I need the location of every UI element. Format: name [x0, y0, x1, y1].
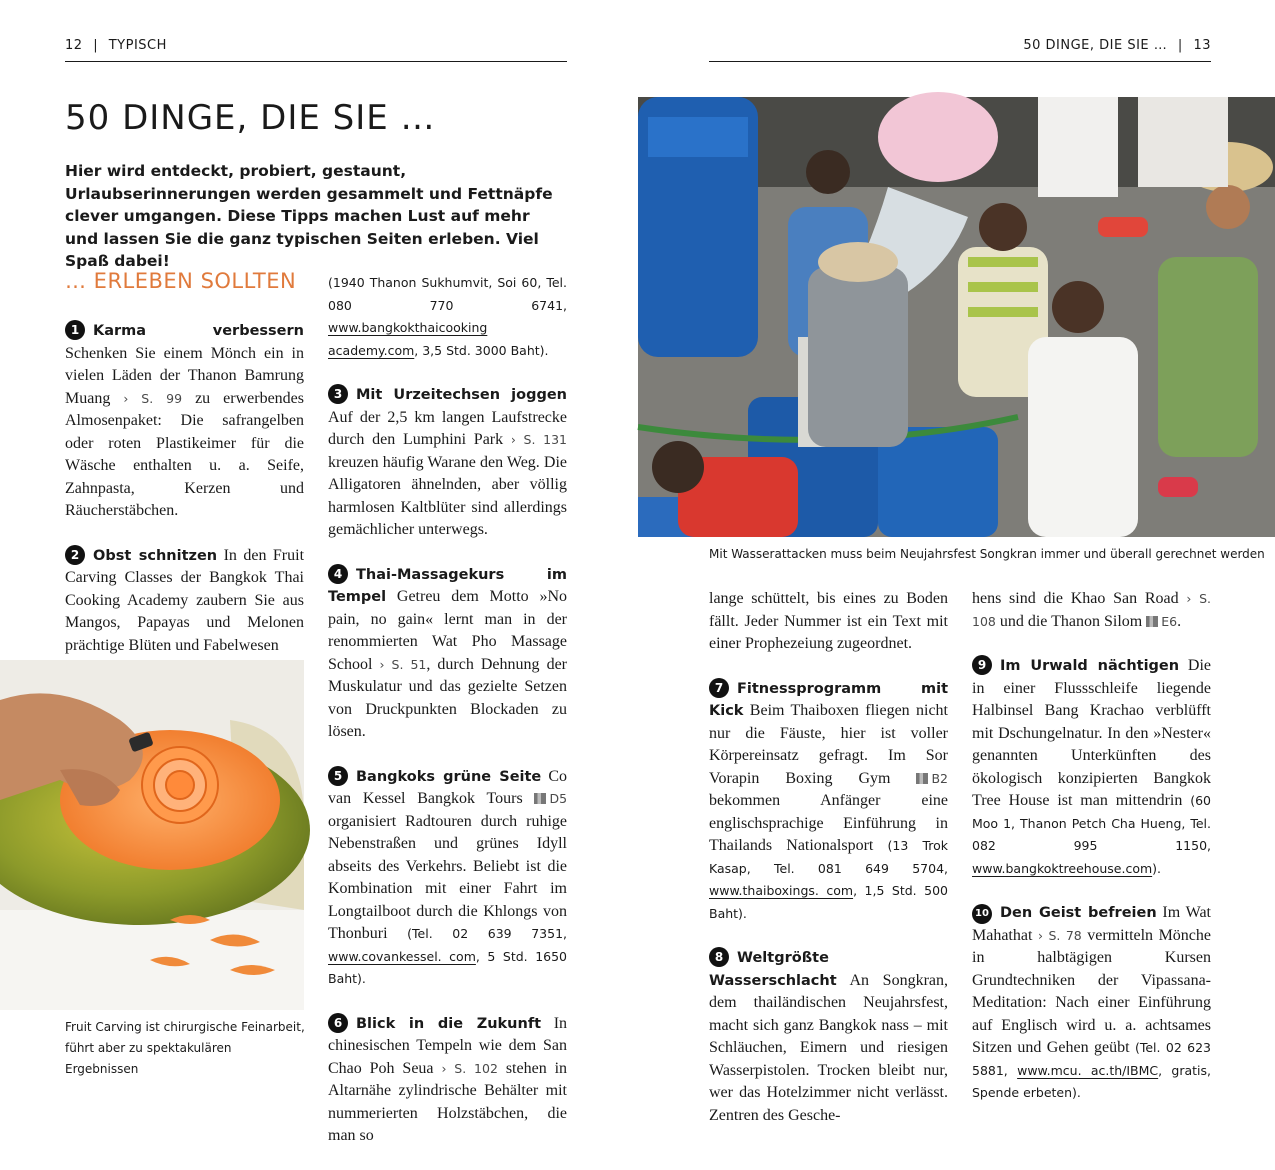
item-info: (13 Trok Kasap, Tel. 081 649 5704,	[709, 838, 949, 876]
item-text: Im Wat Mahathat	[972, 904, 1211, 944]
item-6-continued	[709, 588, 948, 656]
header-separator: |	[93, 38, 99, 53]
page-reference: › S. 99	[123, 390, 183, 406]
item-text: organisiert Radtouren durch ruhige Nebenstraßen und grünes Idyll abseits des Verkehrs. Beliebt ist die Kombination mit einer Fahrt im Longtailboot durch die Khlongs von Thonburi	[328, 812, 567, 942]
website-link[interactable]: www.thaiboxings. com	[709, 883, 854, 898]
item-text: stehen in Altarnähe zylindrische Behälter mit nummerierten Holzstäbchen, die man so	[328, 1059, 568, 1144]
item-text: In den Fruit Carving Classes der Bangkok Thai Cooking Academy zaubern Sie aus Mangos, Papayas und Melonen prächtige Blüten und Fabelwesen	[65, 546, 305, 654]
item-text: bekommen Anfänger eine englischsprachige Einführung in Thailands Nationalsport	[709, 792, 948, 854]
item-number-badge: 10	[972, 904, 992, 924]
page-reference: › S. 51	[379, 656, 427, 672]
page-reference: › S. 78	[1037, 927, 1082, 943]
item-number-badge: 5	[328, 766, 348, 786]
left-page-header	[65, 38, 167, 53]
songkran-illustration	[638, 97, 1275, 537]
section-heading: … ERLEBEN SOLLTEN	[65, 269, 297, 293]
item-6	[328, 1013, 567, 1148]
item-text: hens sind die Khao San Road	[972, 590, 1179, 607]
songkran-photo	[638, 97, 1275, 537]
intro-text: Hier wird entdeckt, probiert, gestaunt, Urlaubserinnerungen werden gesammelt und Fettnäpfe clever umgangen. Diese Tipps machen Lust auf mehr und lassen Sie die ganz typischen Seiten erleben. Viel Spaß dabei!	[65, 162, 553, 270]
item-text: vermitteln Mönche in halbtägigen Kursen Grundtechniken der Vipassana-Meditation: Nach einer Einführung auf Englisch wird u. a. achtsames Sitzen und Gehen geübt	[972, 926, 1212, 1056]
item-title: Mit Urzeitechsen joggen	[356, 387, 567, 403]
page-reference: › S. 102	[441, 1060, 498, 1076]
item-text: Schenken Sie einem Mönch ein in vielen Läden der Thanon Bamrung Muang	[65, 344, 304, 407]
item-title: Obst schnitzen	[93, 547, 218, 564]
item-number-badge: 8	[709, 947, 729, 967]
item-8	[709, 947, 948, 1127]
item-text: .	[1177, 612, 1182, 630]
item-title: Bangkoks grüne Seite	[356, 768, 542, 785]
item-text: Getreu dem Motto »No pain, no gain« lernt man in der renommierten Wat Pho Massage School	[328, 588, 568, 673]
item-2	[65, 545, 304, 658]
item-title: Den Geist befreien	[1000, 905, 1157, 921]
item-title: Blick in die Zukunft	[356, 1015, 542, 1032]
item-info: , 1,5 Std. 500 Baht).	[709, 883, 948, 921]
column-4	[972, 588, 1211, 1127]
item-5	[328, 766, 567, 991]
map-reference: B2	[931, 770, 949, 786]
item-number-badge: 2	[65, 545, 85, 565]
right-page-number: 13	[1193, 38, 1211, 53]
item-title: Im Urwald nächtigen	[1000, 658, 1180, 674]
item-info: , 5 Std. 1650 Baht).	[328, 948, 568, 986]
item-text: kreuzen häufig Warane den Weg. Die Alligatoren ähnelnden, aber völlig harmlosen Kaltblüter sind allerdings gemächlicher unterwegs.	[328, 453, 567, 538]
page-reference: › S. 108	[972, 591, 1211, 629]
item-text: An Songkran, dem thailändischen Neujahrsfest, macht sich ganz Bangkok nass – mit Schläuchen, Eimern und riesigen Wasserpistolen. Trocken bleibt nur, wer das Hotelzimmer nicht verlässt. Zentren des Gesche-	[709, 971, 948, 1124]
item-7	[709, 678, 948, 926]
website-link[interactable]: www.mcu. ac.th/IBMC	[1017, 1062, 1159, 1078]
item-text: Co van Kessel Bangkok Tours	[328, 767, 567, 807]
item-info: (1940 Thanon Sukhumvit, Soi 60, Tel. 080 770 6741,	[328, 275, 567, 313]
item-info: (Tel. 02 639 7351,	[407, 926, 568, 941]
map-reference: E6	[1161, 613, 1178, 629]
page-title: 50 DINGE, DIE SIE …	[65, 98, 436, 138]
right-header-title: 50 DINGE, DIE SIE …	[1023, 38, 1168, 53]
left-section-name: TYPISCH	[108, 38, 167, 53]
item-number-badge: 7	[709, 678, 729, 698]
item-text: zu erwerbendes Almosenpaket: Die safrangelben oder roten Plastikeimer für die Wäsche enthalten u. a. Seife, Zahnpasta, Kerzen und Räucherstäbchen.	[65, 389, 305, 519]
item-info: , 3,5 Std. 3000 Baht).	[414, 342, 549, 358]
column-3	[709, 588, 948, 1149]
map-icon	[916, 773, 928, 784]
page-reference: › S. 131	[510, 432, 567, 447]
item-10	[972, 902, 1211, 1105]
item-text: Auf der 2,5 km langen Laufstrecke durch den Lumphini Park	[328, 408, 567, 448]
item-9	[972, 655, 1211, 880]
fruit-carving-photo	[0, 660, 304, 1010]
item-text: und die Thanon Silom	[999, 612, 1143, 630]
item-text: lange schüttelt, bis eines zu Boden fällt. Jeder Nummer ist ein Text mit einer Prophezeiung zugeordnet.	[709, 590, 948, 652]
website-link[interactable]: www.bangkokthaicooking academy.com	[328, 320, 488, 358]
item-number-badge: 6	[328, 1013, 348, 1033]
item-3	[328, 384, 567, 542]
item-1	[65, 320, 304, 523]
column-1	[65, 268, 304, 679]
website-link[interactable]: www.covankessel. com	[328, 948, 476, 964]
item-number-badge: 1	[65, 320, 85, 340]
header-separator: |	[1177, 38, 1183, 53]
item-text: , durch Dehnung der Muskulatur und das gezielte Setzen von Druckpunkten Blockaden zu lösen.	[328, 655, 568, 740]
left-page-number: 12	[65, 38, 83, 53]
item-8-continued	[972, 588, 1211, 633]
item-number-badge: 4	[328, 564, 348, 584]
fruit-photo-caption: Fruit Carving ist chirurgische Feinarbeit, führt aber zu spektakulären Ergebnissen	[65, 1020, 305, 1076]
item-info: , gratis, Spende erbeten).	[972, 1062, 1212, 1100]
right-page-header	[1023, 38, 1211, 53]
item-number-badge: 9	[972, 655, 992, 675]
map-icon	[534, 793, 546, 804]
item-text: Die in einer Flussschleife liegende Halbinsel Bang Krachao verblüfft mit Dschungelnatur. In den »Nester« genannten Unterkünften des ökologisch konzipierten Bangkok Tree House ist man mittendrin	[972, 657, 1211, 809]
item-info: (Tel. 02 623 5881,	[972, 1040, 1212, 1078]
item-title: Fitnessprogramm mit Kick	[709, 680, 948, 719]
item-info: ).	[1152, 860, 1161, 876]
item-title: Weltgrößte Wasserschlacht	[709, 950, 837, 989]
item-title: Karma verbessern	[93, 323, 304, 339]
fruit-carving-illustration	[0, 660, 304, 1010]
website-link[interactable]: www.bangkoktreehouse.com	[972, 860, 1153, 876]
item-number-badge: 3	[328, 384, 348, 404]
left-header-rule	[65, 61, 567, 62]
item-text: In chinesischen Tempeln wie dem San Chao Poh Seua	[328, 1014, 568, 1077]
item-2-continued	[328, 272, 567, 362]
column-2	[328, 272, 567, 1170]
item-title: Thai-Massagekurs im Tempel	[328, 566, 567, 605]
songkran-photo-caption: Mit Wasserattacken muss beim Neujahrsfest Songkran immer und überall gerechnet werden	[709, 547, 1265, 561]
right-header-rule	[709, 61, 1211, 62]
item-4	[328, 564, 567, 744]
map-icon	[1146, 616, 1158, 627]
map-reference: D5	[549, 791, 568, 806]
item-text: Beim Thaiboxen fliegen nicht nur die Fäuste, hier ist voller Körpereinsatz gefragt. Im Sor Vorapin Boxing Gym	[709, 702, 949, 787]
item-info: (60 Moo 1, Thanon Petch Cha Hueng, Tel. 082 995 1150,	[972, 793, 1212, 853]
